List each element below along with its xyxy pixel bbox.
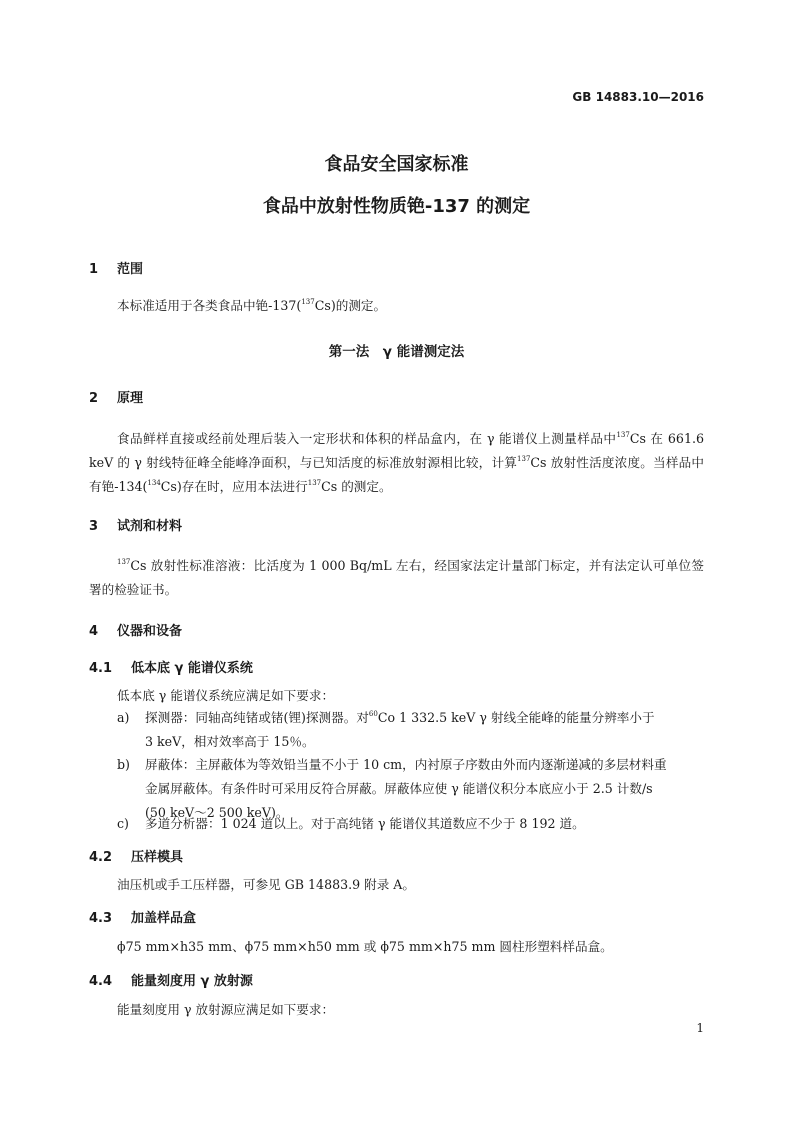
list-label: b) — [117, 757, 130, 772]
section-4-heading — [89, 620, 182, 639]
section-number: 4.3 — [89, 911, 113, 926]
section-title: 低本底 γ 能谱仪系统 — [131, 661, 253, 676]
section-number: 4.1 — [89, 661, 113, 676]
section-1-heading — [89, 258, 143, 277]
section-2-paragraph: 食品鲜样直接或经前处理后装入一定形状和体积的样品盒内，在 γ 能谱仪上测量样品中$^{137}$Cs 在 661.6 keV 的 γ 射线特征峰全能峰净面积，与已知活度的标准放射源相比较，计算$^{137}$Cs 放射性活度浓度。当样品中有铯-134($^{134}$Cs)存在时，应用本法进行$^{137}$Cs 的测定。 — [89, 431, 704, 494]
section-number: 2 — [89, 391, 99, 406]
section-2-heading — [89, 387, 143, 406]
section-title: 原理 — [117, 391, 144, 406]
section-1-paragraph: 本标准适用于各类食品中铯-137($^{137}$Cs)的测定。 — [117, 298, 387, 313]
section-title: 范围 — [117, 262, 144, 277]
section-number: 4.4 — [89, 974, 113, 989]
method-title: 第一法 γ 能谱测定法 — [328, 344, 465, 360]
section-4-2-heading — [89, 846, 183, 865]
section-title: 压样模具 — [131, 850, 184, 865]
section-number: 1 — [89, 262, 99, 277]
section-title: 仪器和设备 — [117, 624, 183, 639]
section-4-3-text: ϕ75 mm×h35 mm、ϕ75 mm×h50 mm 或 ϕ75 mm×h75 mm 圆柱形塑料样品盒。 — [117, 939, 613, 954]
section-title: 加盖样品盒 — [131, 911, 197, 926]
page-number: 1 — [696, 1021, 704, 1035]
section-3-heading — [89, 515, 182, 534]
list-item-a: a) 探测器：同轴高纯锗或锗(锂)探测器。对$^{60}$Co 1 332.5 keV γ 射线全能峰的能量分辨率小于 3 keV，相对效率高于 15％。 — [117, 706, 707, 754]
list-label: a) — [117, 710, 130, 725]
list-item-b: b) 屏蔽体：主屏蔽体为等效铅当量不小于 10 cm，内衬原子序数由外而内逐渐递减的多层材料重 金属屏蔽体。有条件时可采用反符合屏蔽。屏蔽体应使 γ 能谱仪积分本底应小于 2.5 计数/s (50 keV～2 500 keV)。 — [117, 753, 707, 825]
list-label: c) — [117, 816, 129, 831]
section-4-1-heading — [89, 657, 253, 676]
section-4-4-heading — [89, 970, 253, 989]
document-title: 食品安全国家标准 — [324, 154, 469, 175]
section-3-paragraph: $^{137}$Cs 放射性标准溶液：比活度为 1 000 Bq/mL 左右，经国家法定计量部门标定，并有法定认可单位签署的检验证书。 — [89, 558, 704, 597]
section-4-4-text: 能量刻度用 γ 放射源应满足如下要求： — [117, 1002, 335, 1017]
list-item-c: c) 多道分析器：1 024 道以上。对于高纯锗 γ 能谱仪其道数应不少于 8 192 道。 — [117, 812, 707, 836]
section-4-1-intro: 低本底 γ 能谱仪系统应满足如下要求： — [117, 688, 335, 703]
section-number: 4 — [89, 624, 99, 639]
section-title: 能量刻度用 γ 放射源 — [131, 974, 253, 989]
section-title: 试剂和材料 — [117, 519, 183, 534]
section-number: 4.2 — [89, 850, 113, 865]
section-number: 3 — [89, 519, 99, 534]
section-4-3-heading — [89, 907, 196, 926]
section-4-2-text: 油压机或手工压样器，可参见 GB 14883.9 附录 A。 — [117, 877, 416, 892]
standard-number: GB 14883.10—2016 — [572, 90, 704, 104]
document-subtitle: 食品中放射性物质铯-137 的测定 — [262, 196, 531, 217]
